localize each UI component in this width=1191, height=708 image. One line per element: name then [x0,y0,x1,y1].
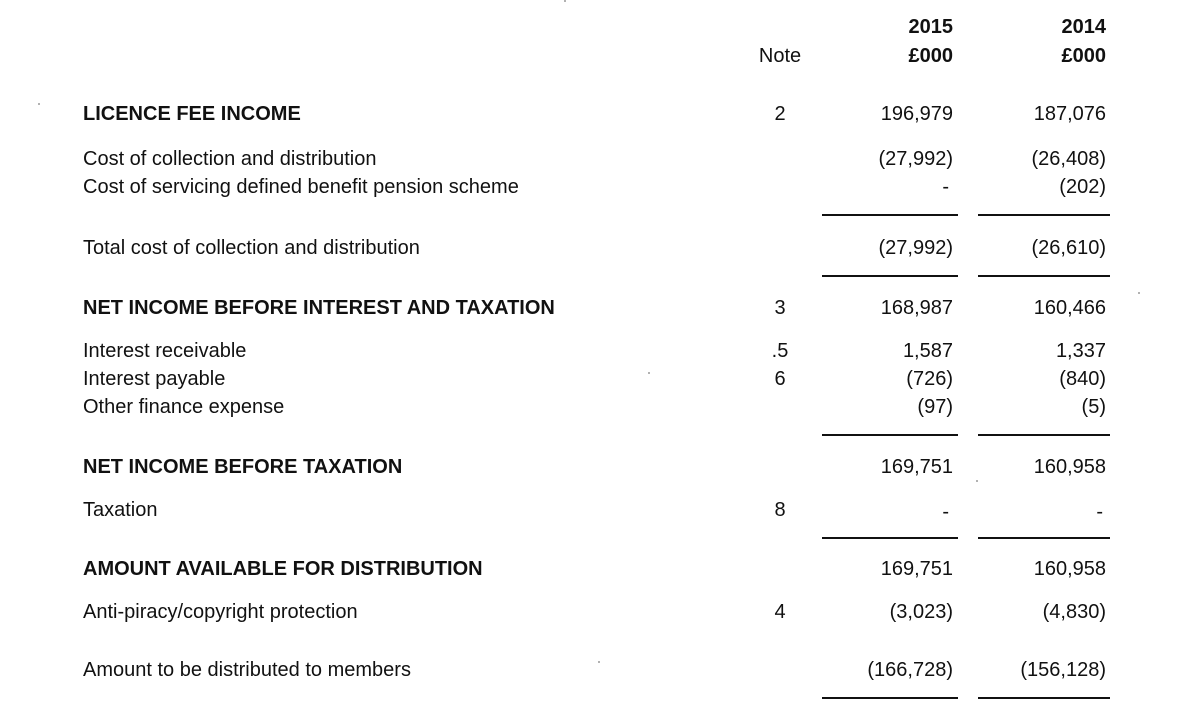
note-column-header: Note [758,45,802,67]
to-members-label: Amount to be distributed to members [83,659,411,681]
subtotal-rule-2015 [822,214,958,216]
anti-piracy-note: 4 [774,601,786,623]
total-cost-2014: (26,610) [1031,237,1106,259]
unit-2015-header: £000 [908,45,953,67]
total-cost-rule-2015 [822,275,958,277]
amount-available-label: AMOUNT AVAILABLE FOR DISTRIBUTION [83,558,483,580]
interest-rule-2015 [822,434,958,436]
interest-receivable-note: .5 [771,340,789,362]
net-income-before-tax-2015: 169,751 [880,456,953,478]
licence-fee-income-2014: 187,076 [1033,103,1106,125]
taxation-rule-2015 [822,537,958,539]
anti-piracy-label: Anti-piracy/copyright protection [83,601,358,623]
net-income-before-interest-label: NET INCOME BEFORE INTEREST AND TAXATION [83,297,555,319]
interest-payable-2014: (840) [1059,368,1106,390]
taxation-note: 8 [774,499,786,521]
total-cost-label: Total cost of collection and distribution [83,237,420,259]
to-members-2015: (166,728) [867,659,953,681]
cost-collection-label: Cost of collection and distribution [83,148,377,170]
licence-fee-income-label: LICENCE FEE INCOME [83,103,301,125]
other-finance-2014: (5) [1081,396,1106,418]
anti-piracy-2015: (3,023) [889,601,953,623]
to-members-2014: (156,128) [1020,659,1106,681]
scan-speck [598,661,600,663]
taxation-2015: - [942,501,949,523]
interest-payable-label: Interest payable [83,368,226,390]
scan-speck [1138,292,1140,294]
net-income-before-tax-2014: 160,958 [1033,456,1106,478]
taxation-rule-2014 [978,537,1110,539]
licence-fee-income-2015: 196,979 [880,103,953,125]
scan-speck [976,480,978,482]
net-income-before-interest-2015: 168,987 [880,297,953,319]
interest-rule-2014 [978,434,1110,436]
subtotal-rule-2014 [978,214,1110,216]
year-2014-header: 2014 [1061,16,1106,38]
amount-available-2015: 169,751 [880,558,953,580]
total-cost-2015: (27,992) [878,237,953,259]
cost-pension-2014: (202) [1059,176,1106,198]
cost-pension-label: Cost of servicing defined benefit pension scheme [83,176,519,198]
interest-receivable-2014: 1,337 [1055,340,1106,362]
scan-speck [648,372,650,374]
net-income-before-tax-label: NET INCOME BEFORE TAXATION [83,456,403,478]
final-rule-2015 [822,697,958,699]
scan-speck [38,103,40,105]
amount-available-2014: 160,958 [1033,558,1106,580]
unit-2014-header: £000 [1061,45,1106,67]
anti-piracy-2014: (4,830) [1042,601,1106,623]
total-cost-rule-2014 [978,275,1110,277]
taxation-label: Taxation [83,499,158,521]
final-rule-2014 [978,697,1110,699]
cost-collection-2015: (27,992) [878,148,953,170]
cost-collection-2014: (26,408) [1031,148,1106,170]
other-finance-2015: (97) [917,396,953,418]
taxation-2014: - [1096,501,1103,523]
interest-payable-2015: (726) [906,368,953,390]
year-2015-header: 2015 [908,16,953,38]
interest-receivable-label: Interest receivable [83,340,247,362]
scan-speck [564,0,566,2]
interest-payable-note: 6 [774,368,786,390]
interest-receivable-2015: 1,587 [902,340,953,362]
licence-fee-income-note: 2 [774,103,786,125]
net-income-before-interest-2014: 160,466 [1033,297,1106,319]
net-income-before-interest-note: 3 [774,297,786,319]
cost-pension-2015: - [942,176,949,198]
other-finance-label: Other finance expense [83,396,285,418]
